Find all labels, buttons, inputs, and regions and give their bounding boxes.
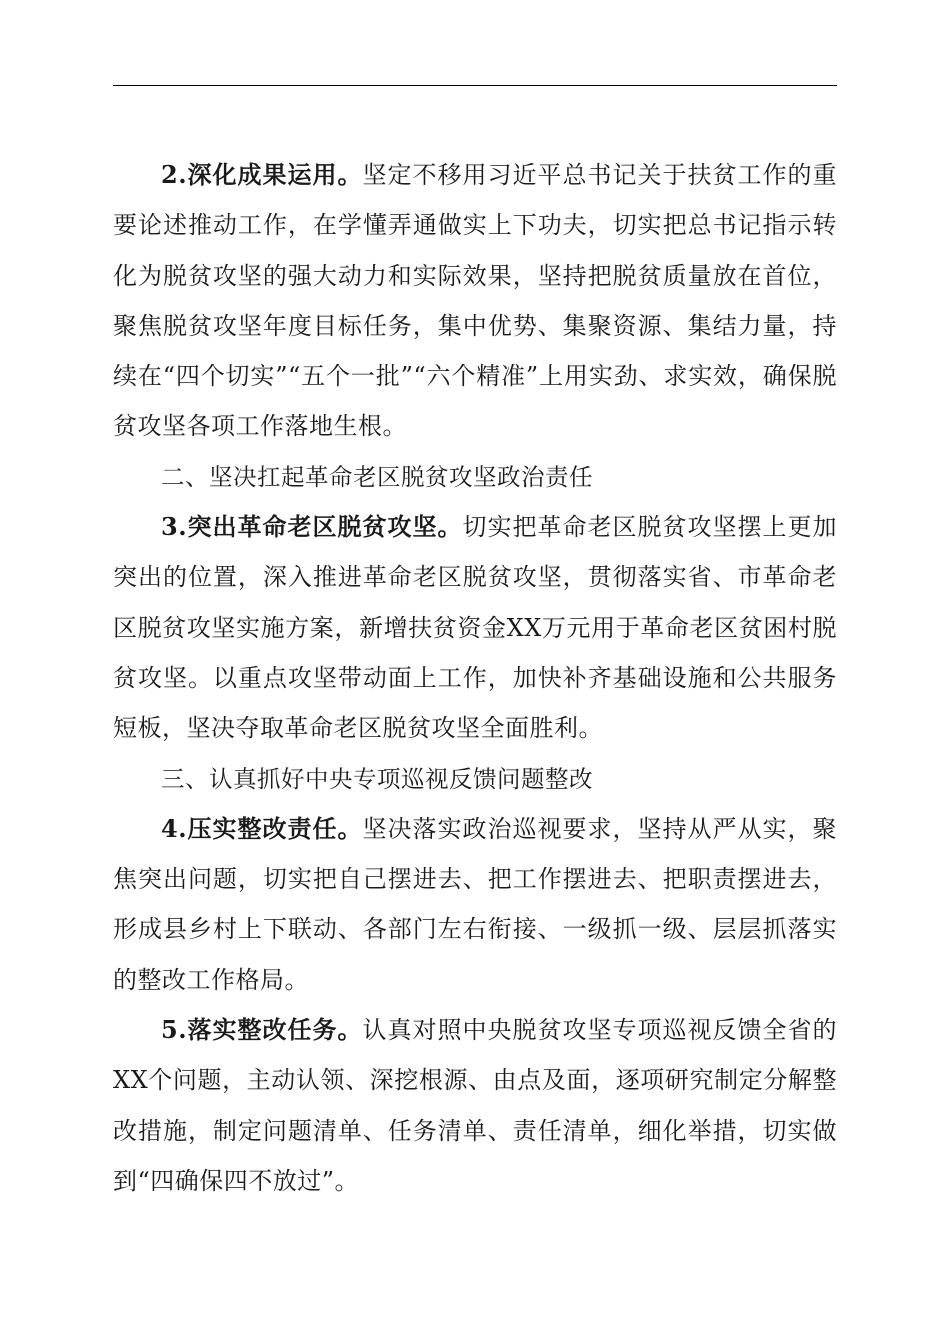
paragraph-lead: 4.压实整改责任。 xyxy=(161,813,363,843)
section-heading-2: 二、坚决扛起革命老区脱贫攻坚政治责任 xyxy=(161,462,593,491)
paragraph-text: 坚定不移用习近平总书记关于扶贫工作的重要论述推动工作，在学懂弄通做实上下功夫，切实把总书记指示转化为脱贫攻坚的强大动力和实际效果，坚持把脱贫质量放在首位，聚焦脱贫攻坚年度目标任务，集中优势、集聚资源、集结力量，持续在“四个切实”“五个一批”“六个精准”上用实劲、求实效，确保脱贫攻坚各项工作落地生根。 xyxy=(113,161,838,441)
paragraph-old-revolutionary-areas xyxy=(113,502,837,753)
paragraph-text: 认真对照中央脱贫攻坚专项巡视反馈全省的XX个问题，主动认领、深挖根源、由点及面，逐项研究制定分解整改措施，制定问题清单、任务清单、责任清单，细化举措，切实做到“四确保四不放过”。 xyxy=(113,1016,838,1195)
paragraph-lead: 5.落实整改任务。 xyxy=(161,1015,363,1045)
paragraph-deepen-results xyxy=(113,150,837,452)
paragraph-lead: 2.深化成果运用。 xyxy=(161,160,363,189)
document-body xyxy=(113,150,837,1206)
paragraph-rectification-responsibility xyxy=(113,804,837,1005)
paragraph-text: 切实把革命老区脱贫攻坚摆上更加突出的位置，深入推进革命老区脱贫攻坚，贯彻落实省、市革命老区脱贫攻坚实施方案，新增扶贫资金XX万元用于革命老区贫困村脱贫攻坚。以重点攻坚带动面上工作，加快补齐基础设施和公共服务短板，坚决夺取革命老区脱贫攻坚全面胜利。 xyxy=(113,513,837,743)
section-heading-3: 三、认真抓好中央专项巡视反馈问题整改 xyxy=(161,764,593,793)
paragraph-lead: 3.突出革命老区脱贫攻坚。 xyxy=(161,512,463,542)
header-rule xyxy=(113,85,837,86)
paragraph-rectification-tasks xyxy=(113,1005,837,1206)
paragraph-text: 坚决落实政治巡视要求，坚持从严从实，聚焦突出问题，切实把自己摆进去、把工作摆进去、把职责摆进去，形成县乡村上下联动、各部门左右衔接、一级抓一级、层层抓落实的整改工作格局。 xyxy=(113,814,838,994)
